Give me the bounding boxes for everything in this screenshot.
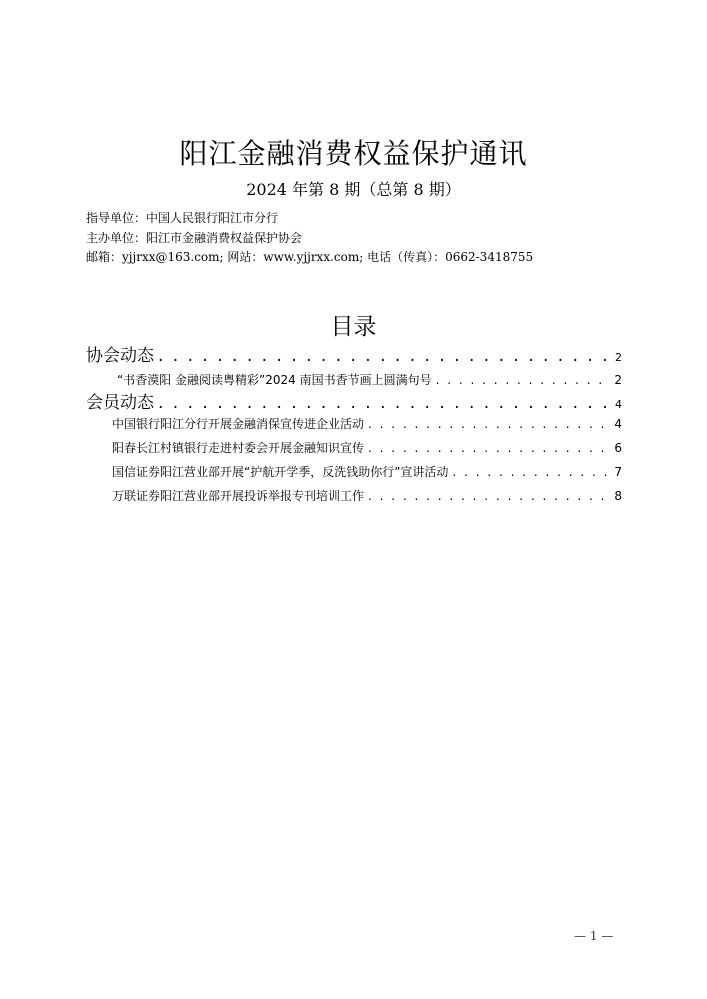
toc-item[interactable] [112, 487, 622, 505]
toc-page-number: 4 [614, 417, 622, 431]
toc-leader-dots [368, 439, 610, 457]
toc-item[interactable] [112, 439, 622, 457]
toc-page-number: 7 [614, 465, 622, 479]
contact-info: 邮箱：yjjrxx@163.com; 网站：www.yjjrxx.com; 电话（传真）：0662-3418755 [86, 250, 534, 264]
guide-unit: 指导单位：中国人民银行阳江市分行 [86, 211, 279, 225]
toc-page-number: 4 [615, 398, 622, 411]
toc-leader-dots [368, 487, 610, 505]
document-title: 阳江金融消费权益保护通讯 [179, 137, 528, 170]
toc-leader-dots [436, 371, 611, 389]
toc-section-association-news[interactable] [86, 345, 622, 369]
toc-leader-dots [158, 392, 611, 414]
issue-number: 2024 年第 8 期（总第 8 期） [246, 180, 461, 199]
toc-item[interactable] [112, 415, 622, 433]
toc-item-title: “书香漠阳 金融阅读粤精彩”2024 南国书香节画上圆满句号 [117, 373, 432, 387]
toc-leader-dots [452, 463, 610, 481]
host-unit: 主办单位：阳江市金融消费权益保护协会 [86, 231, 303, 245]
toc-leader-dots [158, 345, 611, 367]
toc-section-member-news[interactable] [86, 392, 622, 416]
toc-page-number: 2 [614, 373, 622, 387]
toc-item-title: 万联证券阳江营业部开展投诉举报专刊培训工作 [112, 489, 365, 503]
toc-page-number: 8 [614, 489, 622, 503]
toc-page-number: 2 [615, 351, 622, 364]
toc-leader-dots [368, 415, 610, 433]
toc-section-title: 协会动态 [86, 346, 154, 366]
toc-page-number: 6 [614, 441, 622, 455]
toc-section-title: 会员动态 [86, 393, 154, 413]
toc-item-title: 国信证券阳江营业部开展“护航开学季，反洗钱助你行”宣讲活动 [112, 465, 449, 479]
toc-item[interactable] [112, 463, 622, 481]
toc-item[interactable] [117, 371, 622, 389]
toc-heading: 目录 [330, 314, 377, 340]
toc-item-title: 阳春长江村镇银行走进村委会开展金融知识宣传 [112, 441, 365, 455]
toc-item-title: 中国银行阳江分行开展金融消保宣传进企业活动 [112, 417, 365, 431]
page-number-footer: — 1 — [574, 929, 614, 943]
